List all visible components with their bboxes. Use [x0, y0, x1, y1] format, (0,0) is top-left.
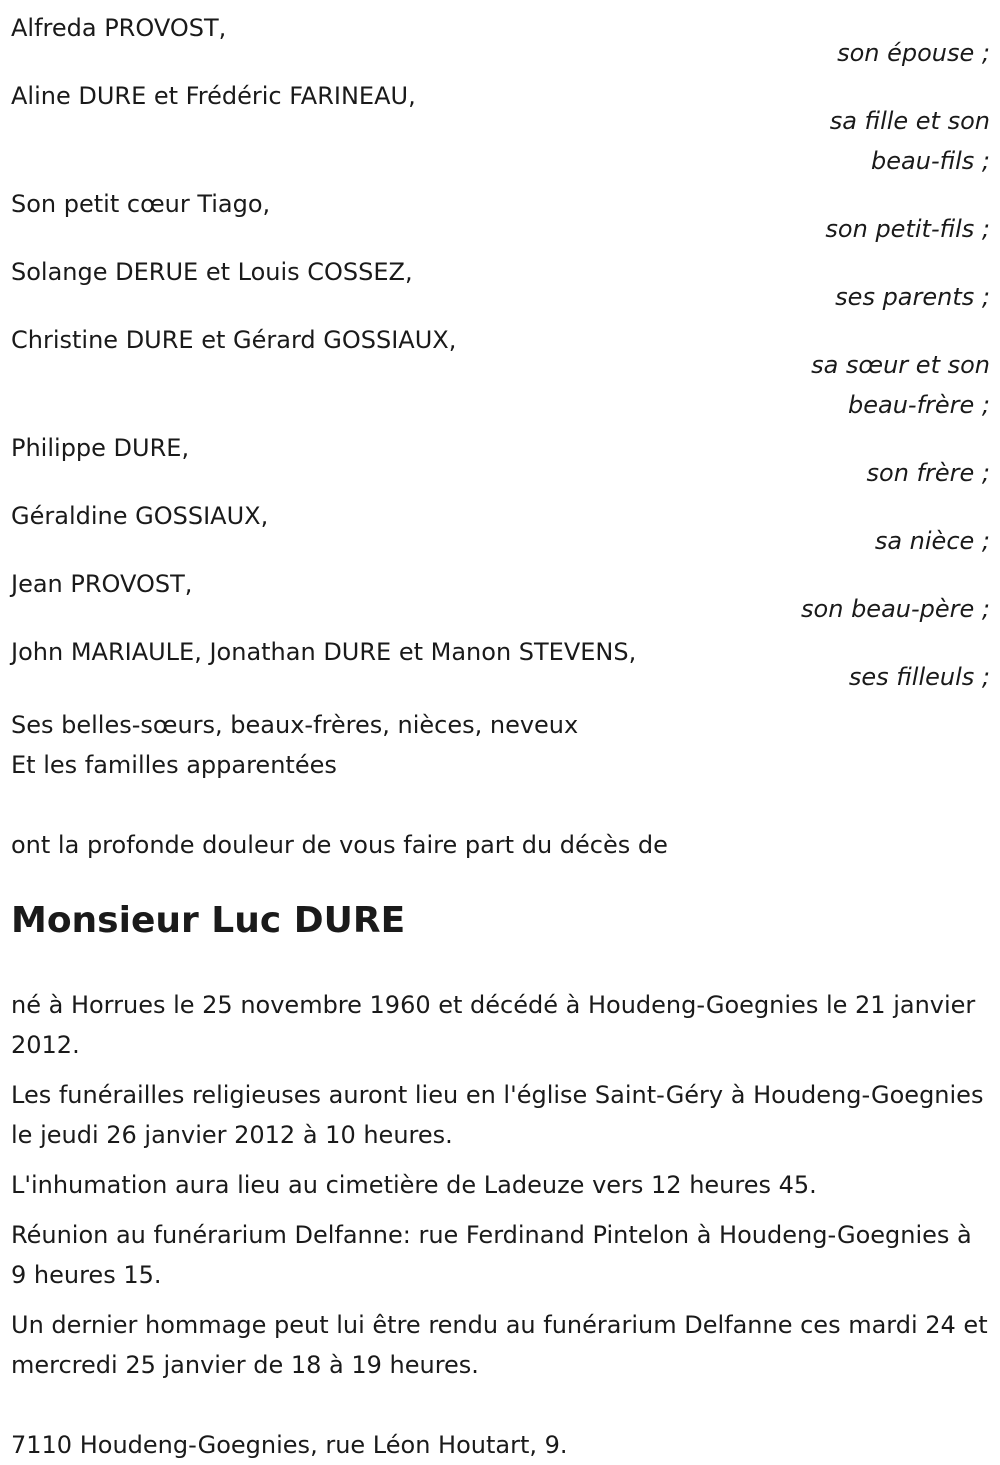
mourner-relation: sa nièce ;: [874, 527, 990, 555]
meeting-text: Réunion au funérarium Delfanne: rue Ferdinand Pintelon à Houdeng-Goegnies à 9 heures 15.: [11, 1221, 972, 1289]
mourner-entry: [11, 496, 990, 561]
mourner-entry: [11, 8, 990, 73]
mourner-relation: son beau-père ;: [801, 595, 990, 623]
mourner-entry: [11, 252, 990, 317]
mourner-list: [11, 8, 990, 697]
tribute-text: Un dernier hommage peut lui être rendu au funérarium Delfanne ces mardi 24 et mercredi 25 janvier de 18 à 19 heures.: [11, 1311, 988, 1379]
extended-family-line: Et les familles apparentées: [11, 751, 337, 779]
deceased-name: Monsieur Luc DURE: [11, 900, 406, 941]
mourner-entry: [11, 428, 990, 493]
mourner-name: Alfreda PROVOST,: [11, 14, 227, 42]
mourner-relation: sa fille et son beau-fils ;: [829, 107, 990, 175]
mourner-name: John MARIAULE, Jonathan DURE et Manon STEVENS,: [11, 638, 637, 666]
mourner-relation: ses parents ;: [835, 283, 990, 311]
mourner-relation: son épouse ;: [837, 39, 990, 67]
birth-death-text: né à Horrues le 25 novembre 1960 et décédé à Houdeng-Goegnies le 21 janvier 2012.: [11, 991, 976, 1059]
burial-text: L'inhumation aura lieu au cimetière de Ladeuze vers 12 heures 45.: [11, 1171, 817, 1199]
extended-family: [11, 705, 990, 785]
mourner-name: Solange DERUE et Louis COSSEZ,: [11, 258, 413, 286]
family-address: 7110 Houdeng-Goegnies, rue Léon Houtart, 9.: [11, 1431, 568, 1459]
mourner-relation: son frère ;: [866, 459, 990, 487]
mourner-name: Géraldine GOSSIAUX,: [11, 502, 269, 530]
funeral-details: [11, 985, 990, 1385]
extended-family-line: Ses belles-sœurs, beaux-frères, nièces, neveux: [11, 711, 579, 739]
mourner-relation: son petit-fils ;: [825, 215, 990, 243]
mourner-name: Jean PROVOST,: [11, 570, 193, 598]
mourner-entry: [11, 76, 990, 181]
mourner-relation: ses filleuls ;: [848, 663, 990, 691]
announcement-text: ont la profonde douleur de vous faire part du décès de: [11, 831, 668, 859]
mourner-entry: [11, 184, 990, 249]
mourner-entry: [11, 632, 990, 697]
mourner-entry: [11, 320, 990, 425]
mourner-name: Aline DURE et Frédéric FARINEAU,: [11, 82, 416, 110]
mourner-relation: sa sœur et son beau-frère ;: [811, 351, 990, 419]
mourner-name: Philippe DURE,: [11, 434, 190, 462]
mourner-name: Christine DURE et Gérard GOSSIAUX,: [11, 326, 457, 354]
mourner-name: Son petit cœur Tiago,: [11, 190, 271, 218]
funeral-text: Les funérailles religieuses auront lieu en l'église Saint-Géry à Houdeng-Goegnies le jeudi 26 janvier 2012 à 10 heures.: [11, 1081, 984, 1149]
mourner-entry: [11, 564, 990, 629]
